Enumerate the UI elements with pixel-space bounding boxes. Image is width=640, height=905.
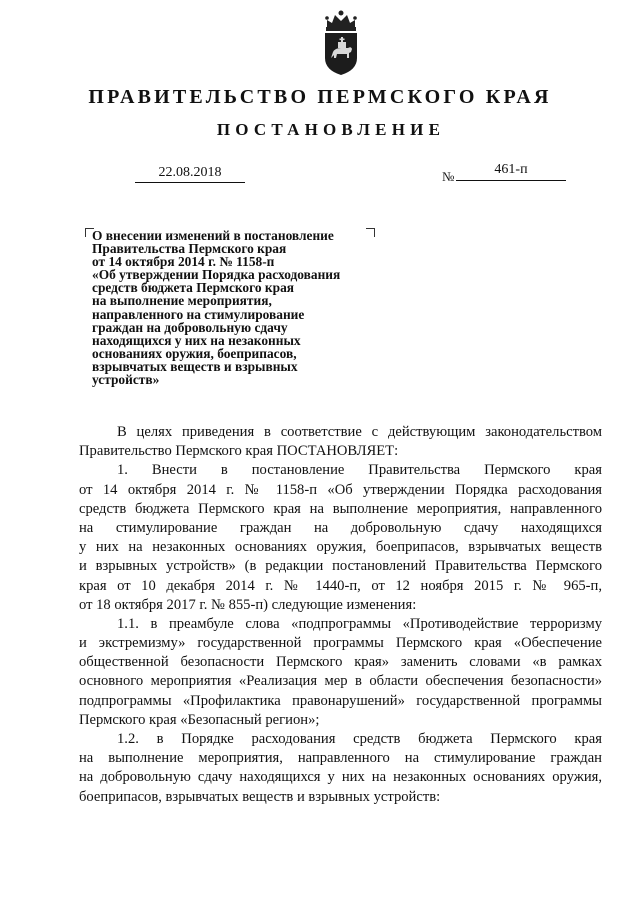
body-line: боеприпасов, взрывчатых веществ и взрывных устройств: (79, 788, 441, 805)
body-line: на стимулирование граждан на добровольную сдачу находящихся (79, 519, 602, 536)
title-line: граждан на добровольную сдачу (92, 319, 288, 335)
body-line: у них на незаконных основаниях оружия, боеприпасов, взрывчатых веществ (79, 539, 602, 556)
body-line: на выполнение мероприятия, направленного на стимулирование граждан (79, 750, 602, 767)
body-line: 1.2. в Порядке расходования средств бюджета Пермского края (117, 731, 602, 747)
title-line: устройств» (92, 372, 160, 388)
body-line: края от 10 декабря 2014 г. № 1440-п, от 12 ноября 2015 г. № 965-п, (79, 577, 602, 594)
body-line: подпрограммы «Профилактика правонарушений» государственной программы (79, 692, 602, 709)
title-line: О внесении изменений в постановление (92, 228, 334, 243)
title-line: на выполнение мероприятия, (92, 293, 272, 309)
body-line: и экстремизму» государственной программы Пермского края «Обеспечение (79, 635, 602, 652)
number-sign: № (442, 169, 455, 184)
coat-of-arms-emblem (321, 8, 361, 76)
title-line: Правительства Пермского края (92, 241, 287, 257)
title-line: находящихся у них на незаконных (92, 332, 301, 348)
title-line: от 14 октября 2014 г. № 1158-п (92, 254, 275, 270)
document-date: 22.08.2018 (135, 164, 245, 183)
document-type-heading: ПОСТАНОВЛЕНИЕ (216, 120, 446, 139)
body-line: В целях приведения в соответствие с действующим законодательством (117, 424, 602, 440)
body-line: основного мероприятия «Реализация мер в области обеспечения безопасности» (79, 673, 602, 690)
document-body (79, 423, 602, 807)
body-line: от 18 октября 2017 г. № 855-п) следующие изменения: (79, 596, 417, 613)
title-line: направленного на стимулирование (92, 306, 305, 322)
body-line: на добровольную сдачу находящихся у них на незаконных основаниях оружия, (79, 769, 602, 786)
body-line: 1.1. в преамбуле слова «подпрограммы «Противодействие терроризму (117, 615, 602, 632)
body-line: Пермского края «Безопасный регион»; (79, 711, 320, 728)
body-line: средств бюджета Пермского края на выполнение мероприятия, направленного (79, 500, 602, 517)
body-line: общественной безопасности Пермского края» заменить словами «в рамках (79, 654, 602, 671)
body-line: и взрывных устройств» (в редакции постановлений Правительства Пермского (79, 558, 602, 575)
document-title (92, 229, 392, 386)
document-number: 461-п (456, 160, 566, 181)
title-line: основаниях оружия, боеприпасов, (92, 345, 297, 361)
title-line: средств бюджета Пермского края (92, 280, 295, 296)
body-line: 1. Внести в постановление Правительства Пермского края (117, 462, 602, 479)
title-line: «Об утверждении Порядка расходования (92, 267, 341, 283)
organization-heading: ПРАВИТЕЛЬСТВО ПЕРМСКОГО КРАЯ (88, 86, 552, 108)
title-line: взрывчатых веществ и взрывных (92, 358, 298, 374)
body-line: от 14 октября 2014 г. № 1158-п «Об утверждении Порядка расходования (79, 481, 602, 498)
body-line: Правительство Пермского края ПОСТАНОВЛЯЕТ: (79, 443, 399, 460)
